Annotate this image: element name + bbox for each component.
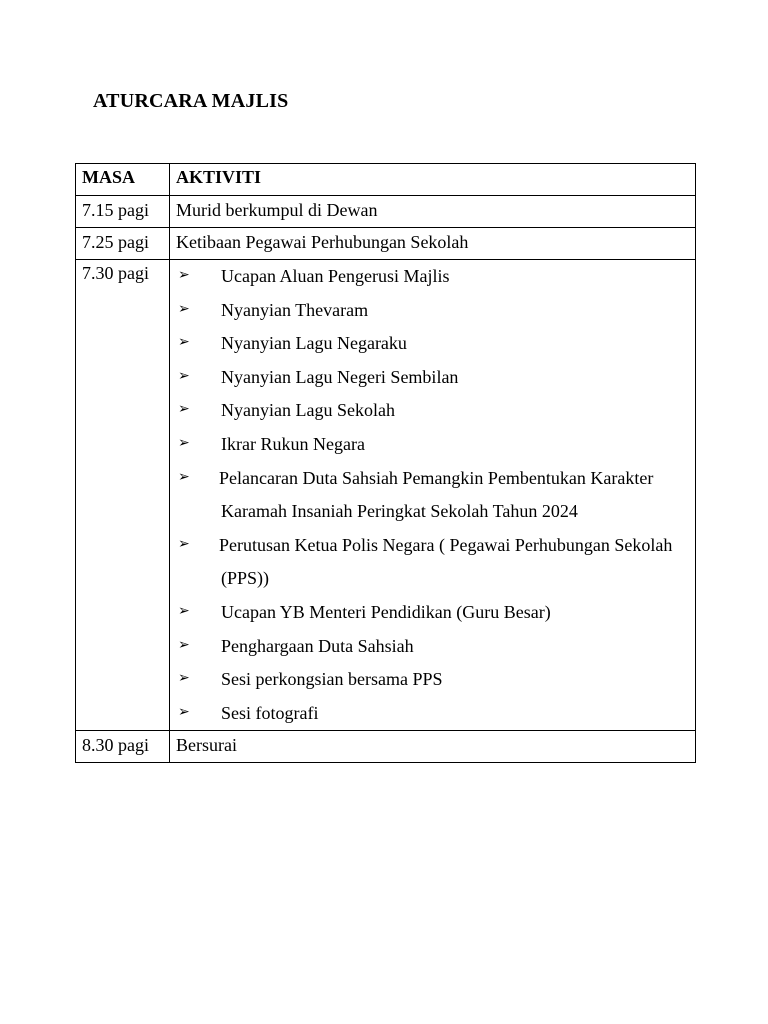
list-item-text: Ucapan Aluan Pengerusi Majlis (221, 266, 450, 286)
document-title: ATURCARA MAJLIS (93, 90, 289, 112)
masa-cell: 7.30 pagi (76, 260, 170, 731)
list-item-text: Nyanyian Lagu Negeri Sembilan (221, 366, 459, 387)
arrowhead-bullet-icon: ➢ (178, 300, 190, 317)
arrowhead-bullet-icon: ➢ (178, 670, 190, 687)
arrowhead-bullet-icon: ➢ (178, 334, 190, 351)
masa-cell: 7.25 pagi (76, 228, 170, 260)
list-item (176, 663, 689, 697)
list-item-text: Sesi perkongsian bersama PPS (221, 669, 443, 690)
aktiviti-cell: Ketibaan Pegawai Perhubungan Sekolah (170, 228, 696, 260)
header-aktiviti: AKTIVITI (170, 164, 696, 196)
list-item (176, 596, 689, 630)
table-row (76, 260, 696, 731)
list-item-text: Sesi fotografi (221, 702, 319, 723)
arrowhead-bullet-icon: ➢ (178, 267, 190, 283)
list-item (176, 462, 689, 529)
table-row (76, 731, 696, 763)
list-item-text: Ikrar Rukun Negara (221, 433, 365, 454)
list-item-text: Perutusan Ketua Polis Negara ( Pegawai Perhubungan Sekolah (PPS)) (219, 534, 673, 589)
list-item-text: Pelancaran Duta Sahsiah Pemangkin Pembentukan Karakter Karamah Insaniah Peringkat Sekolah Tahun 2024 (219, 467, 654, 522)
list-item (176, 327, 689, 361)
header-masa: MASA (76, 164, 170, 196)
aktiviti-cell: Bersurai (170, 731, 696, 763)
list-item-text: Ucapan YB Menteri Pendidikan (Guru Besar) (221, 601, 551, 622)
programme-list (176, 260, 689, 730)
list-item (176, 394, 689, 428)
list-item (176, 294, 689, 328)
schedule-table (75, 163, 696, 763)
list-item (176, 529, 689, 596)
list-item (176, 428, 689, 462)
masa-cell: 7.15 pagi (76, 196, 170, 228)
arrowhead-bullet-icon: ➢ (178, 636, 190, 653)
arrowhead-bullet-icon: ➢ (178, 468, 190, 485)
list-item (176, 361, 689, 395)
arrowhead-bullet-icon: ➢ (178, 602, 190, 619)
list-item-text: Penghargaan Duta Sahsiah (221, 635, 414, 656)
list-item-text: Nyanyian Lagu Sekolah (221, 400, 395, 421)
list-item-text: Nyanyian Thevaram (221, 299, 369, 320)
arrowhead-bullet-icon: ➢ (178, 401, 190, 418)
aktiviti-list-cell (170, 260, 696, 731)
arrowhead-bullet-icon: ➢ (178, 434, 190, 451)
table-header-row (76, 164, 696, 196)
arrowhead-bullet-icon: ➢ (178, 535, 190, 552)
list-item (176, 630, 689, 664)
table-row (76, 196, 696, 228)
table-row (76, 228, 696, 260)
arrowhead-bullet-icon: ➢ (178, 703, 190, 720)
list-item (176, 260, 689, 294)
list-item-text: Nyanyian Lagu Negaraku (221, 333, 407, 354)
arrowhead-bullet-icon: ➢ (178, 367, 190, 384)
aktiviti-cell: Murid berkumpul di Dewan (170, 196, 696, 228)
masa-cell: 8.30 pagi (76, 731, 170, 763)
list-item (176, 697, 689, 731)
